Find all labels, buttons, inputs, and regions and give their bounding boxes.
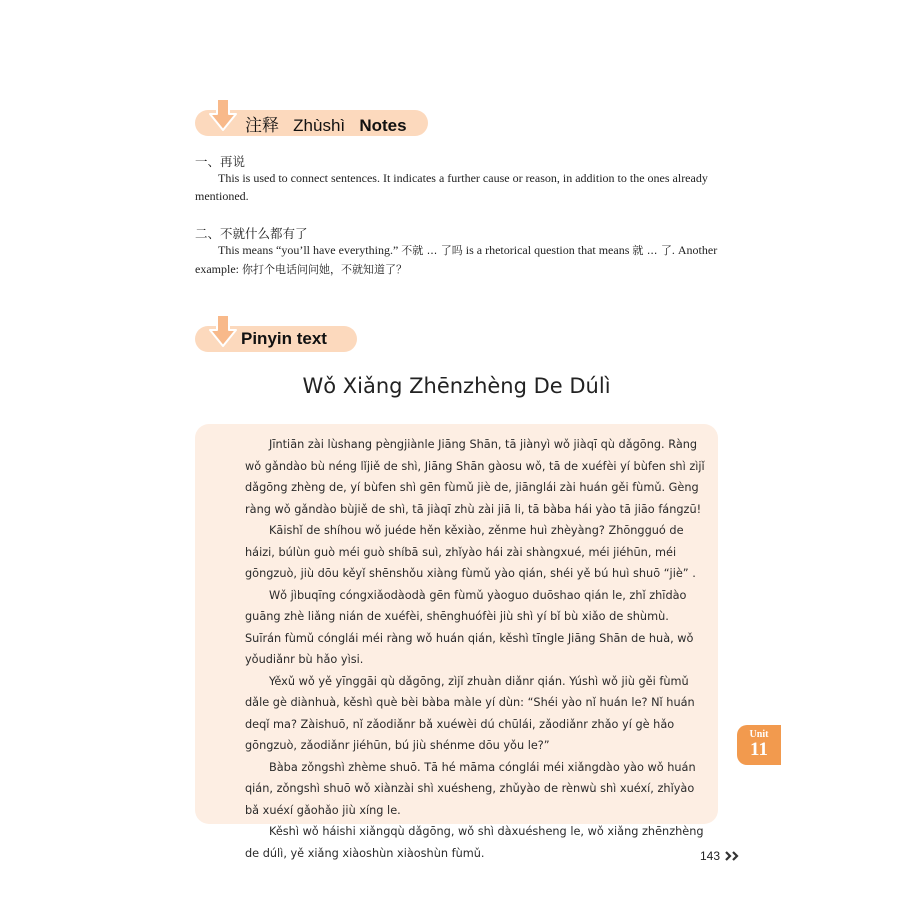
notes-banner-pinyin: Zhùshì [293,115,346,135]
paragraph: Kěshì wǒ háishi xiǎngqù dǎgōng, wǒ shì dàxuésheng le, wǒ xiǎng zhēnzhèng de dúlì, yě xiǎng xiàoshùn xiàoshùn fùmǔ. [245,825,704,860]
text-title: Wǒ Xiǎng Zhēnzhèng De Dúlì [302,374,611,398]
down-arrow-icon [209,314,237,348]
unit-tab-number: 11 [750,739,768,760]
note2-heading: 二、不就什么都有了 [195,226,308,241]
paragraph: Yěxǔ wǒ yě yīnggāi qù dǎgōng, zìjǐ zhuàn diǎnr qián. Yúshì wǒ jiù gěi fùmǔ dǎle gè diànhuà, kěshì què bèi bàba màle yí dùn: “Shéi yào nǐ huán le? Nǐ huán deqǐ ma? Zàishuō, nǐ zǎodiǎnr bǎ xuéwèi dú chūlái, zǎodiǎnr zhǎo yí gè hǎo gōngzuò, zǎodiǎnr jiéhūn, bú jiù shénme dōu yǒu le?” [245,674,695,752]
note2-text [195,241,723,279]
notes-banner-en: Notes [359,115,407,135]
page-number-text: 143 [700,849,721,863]
notes-banner-text [245,111,407,136]
paragraph: Jīntiān zài lùshang pèngjiànle Jiāng Shān, tā jiànyì wǒ jiàqī qù dǎgōng. Ràng wǒ gǎndào bù néng lǐjiě de shì, Jiāng Shān gàosu wǒ, tā de xuéfèi yí bùfen shì zìjǐ dǎgōng zhèng de, yí bùfen shì gēn fùmǔ jiè de, jiānglái zài huán gěi fùmǔ. Gèng ràng wǒ gǎndào bùjiě de shì, tā jiàqī zhù zài jiā li, tā bàba hái yào tā jiāo fángzū! [245,438,705,516]
notes-banner [195,110,428,136]
note1-heading: 一、再说 [195,154,246,169]
down-arrow-icon [209,98,237,132]
note2-cn-2: 就 ... 了 [632,244,672,257]
unit-tab-label: Unit [749,729,769,740]
paragraph: Bàba zǒngshì zhème shuō. Tā hé māma cónglái méi xiǎngdào yào wǒ huán qián, zǒngshì shuō wǒ xiànzài shì xuésheng, zhǔyào de rènwù shì xuéxí, zhǐyào bǎ xuéxí gǎohǎo jiù xíng le. [245,760,696,817]
unit-tab [737,725,781,765]
note1-text: This is used to connect sentences. It indicates a further cause or reason, in addition to the ones already mentioned. [195,171,708,203]
double-chevron-right-icon [725,851,741,861]
pinyin-banner [195,326,357,352]
pinyin-banner-label: Pinyin text [241,329,327,348]
note2-cn-1: 不就 ... 了吗 [401,244,463,257]
notes-banner-cn: 注释 [245,115,279,135]
note2-text-1: This means “you’ll have everything.” [218,243,402,257]
note2-text-3: . Another example: [195,243,718,276]
paragraph: Kāishǐ de shíhou wǒ juéde hěn kěxiào, zěnme huì zhèyàng? Zhōngguó de háizi, búlùn guò méi guò shíbā suì, zhǐyào hái zài shàngxué, méi jiéhūn, méi gōngzuò, jiù dōu kěyǐ shēnshǒu xiàng fùmǔ yào qián, shéi yě bú huì shuō “jiè” . [245,524,696,580]
note2-text-2: is a rhetorical question that means [462,243,633,257]
paragraph: Wǒ jìbuqīng cóngxiǎodàodà gēn fùmǔ yàoguo duōshao qián le, zhǐ zhīdào guāng zhè liǎng nián de xuéfèi, shēnghuófèi jiù shì yí bǐ bù xiǎo de shùmù. Suīrán fùmǔ cónglái méi ràng wǒ huán qián, kěshì tīngle Jiāng Shān de huà, wǒ yǒudiǎnr bù hǎo yìsi. [245,588,694,666]
page-number [700,849,741,863]
note2-cn-3: 你打个电话问问她，不就知道了？ [241,263,407,276]
